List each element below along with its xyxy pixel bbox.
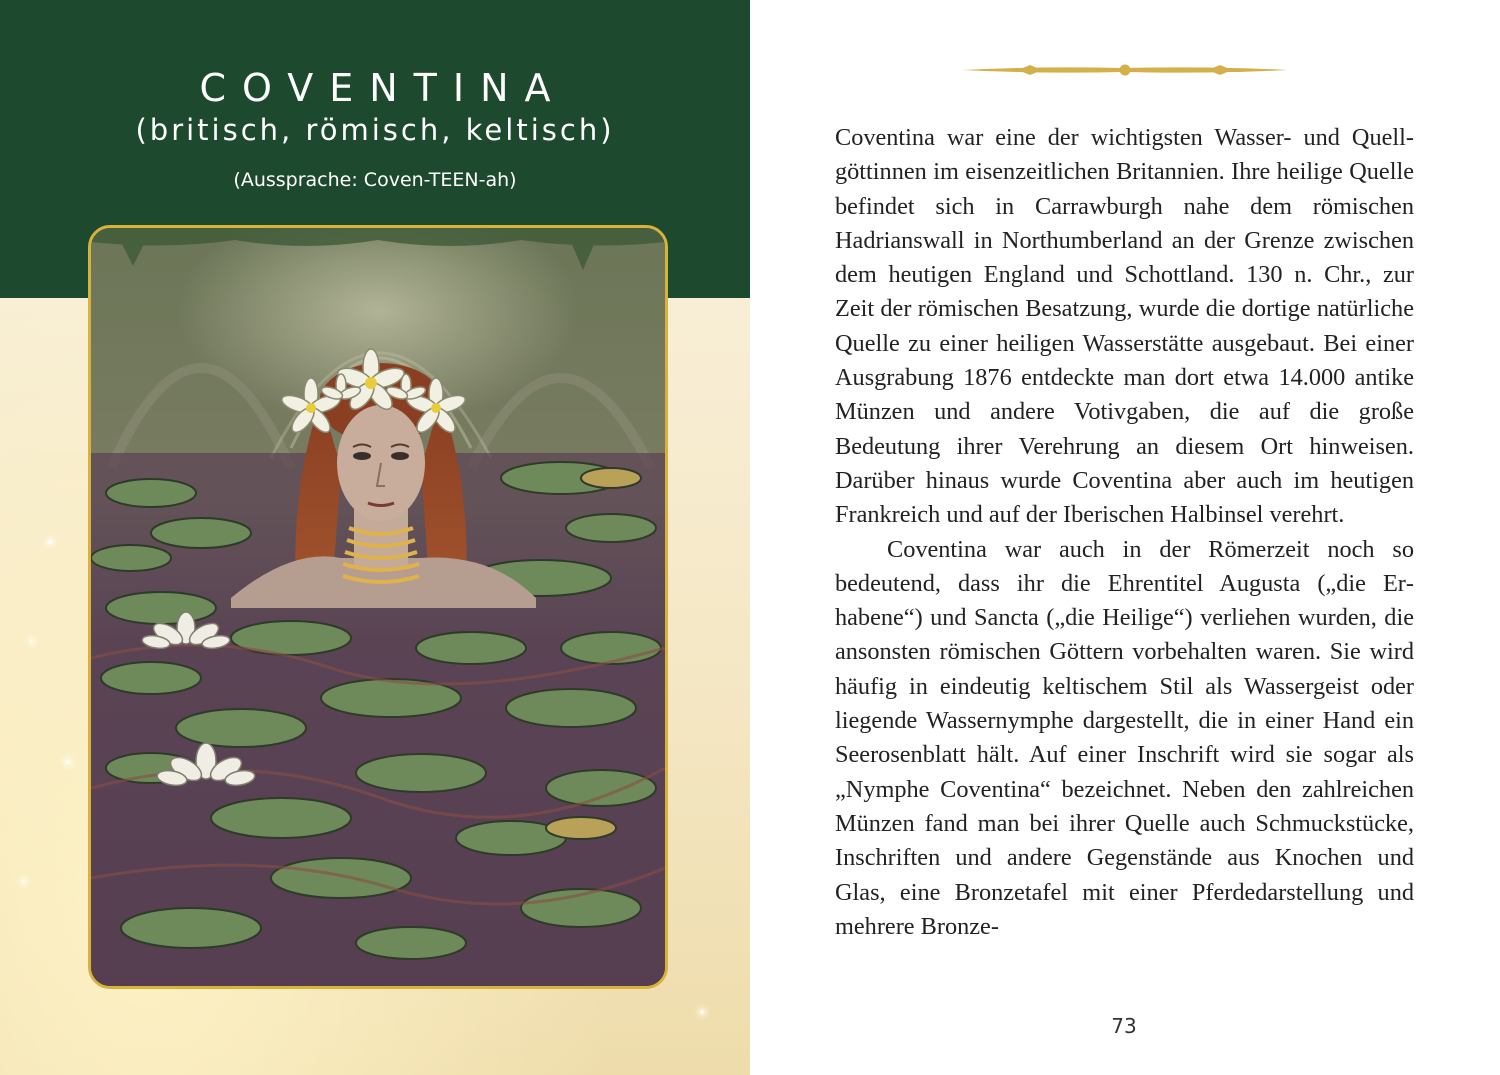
right-page (750, 0, 1500, 1075)
coventina-illustration (91, 228, 665, 986)
page-title: COVENTINA (199, 66, 567, 110)
page-subtitle: (britisch, römisch, keltisch) (135, 113, 615, 147)
paragraph-1: Coventina war eine der wichtigsten Wasser- und Quellgöttinnen im eisenzeitlichen Britannien. Ihre heilige Quelle befindet sich in Carrawburgh nahe dem römischen Hadrianswall in Northumberland an der Grenze zwischen dem heutigen England und Schottland. 130 n. Chr., zur Zeit der römischen Besatzung, wurde die dortige natürliche Quelle zu einer heiligen Wasserstätte ausgebaut. Bei einer Ausgrabung 1876 entdeckte man dort etwa 14.000 antike Münzen und andere Votivgaben, die auf die große Bedeutung ihrer Verehrung an diesem Ort hinweisen. Darüber hinaus wurde Coventina aber auch im heutigen Frankreich und auf der Iberischen Halbinsel verehrt. (835, 124, 1414, 529)
paragraph-2: Coventina war auch in der Römerzeit noch so bedeutend, dass ihr die Ehrentitel Augusta („die Erhabene“) und Sancta („die Heilige“) verliehen wurden, die ansonsten römischen Göttern vorbehalten waren. Sie wird häufig in eindeutig keltischem Stil als Wassergeist oder liegende Wassernymphe dargestellt, die in einer Hand ein Seerosenblatt hält. Auf einer Inschrift wird sie sogar als „Nymphe Coventina“ bezeichnet. Neben den zahlreichen Münzen fand man bei ihrer Quelle auch Schmuckstücke, Inschriften und andere Gegenstände aus Knochen und Glas, eine Bronzetafel mit einer Pferdedarstellung und mehrere Bronze- (835, 535, 1414, 940)
gold-divider-ornament (962, 58, 1288, 82)
illustration-card (88, 225, 668, 989)
sparkle-decoration (22, 880, 25, 883)
sparkle-decoration (700, 1010, 704, 1014)
body-text (835, 121, 1414, 944)
sparkle-decoration (30, 640, 33, 643)
page-number: 73 (1111, 1014, 1137, 1038)
sparkle-decoration (48, 540, 52, 544)
sparkle-decoration (66, 760, 70, 764)
pronunciation-note: (Aussprache: Coven-TEEN-ah) (233, 169, 517, 191)
